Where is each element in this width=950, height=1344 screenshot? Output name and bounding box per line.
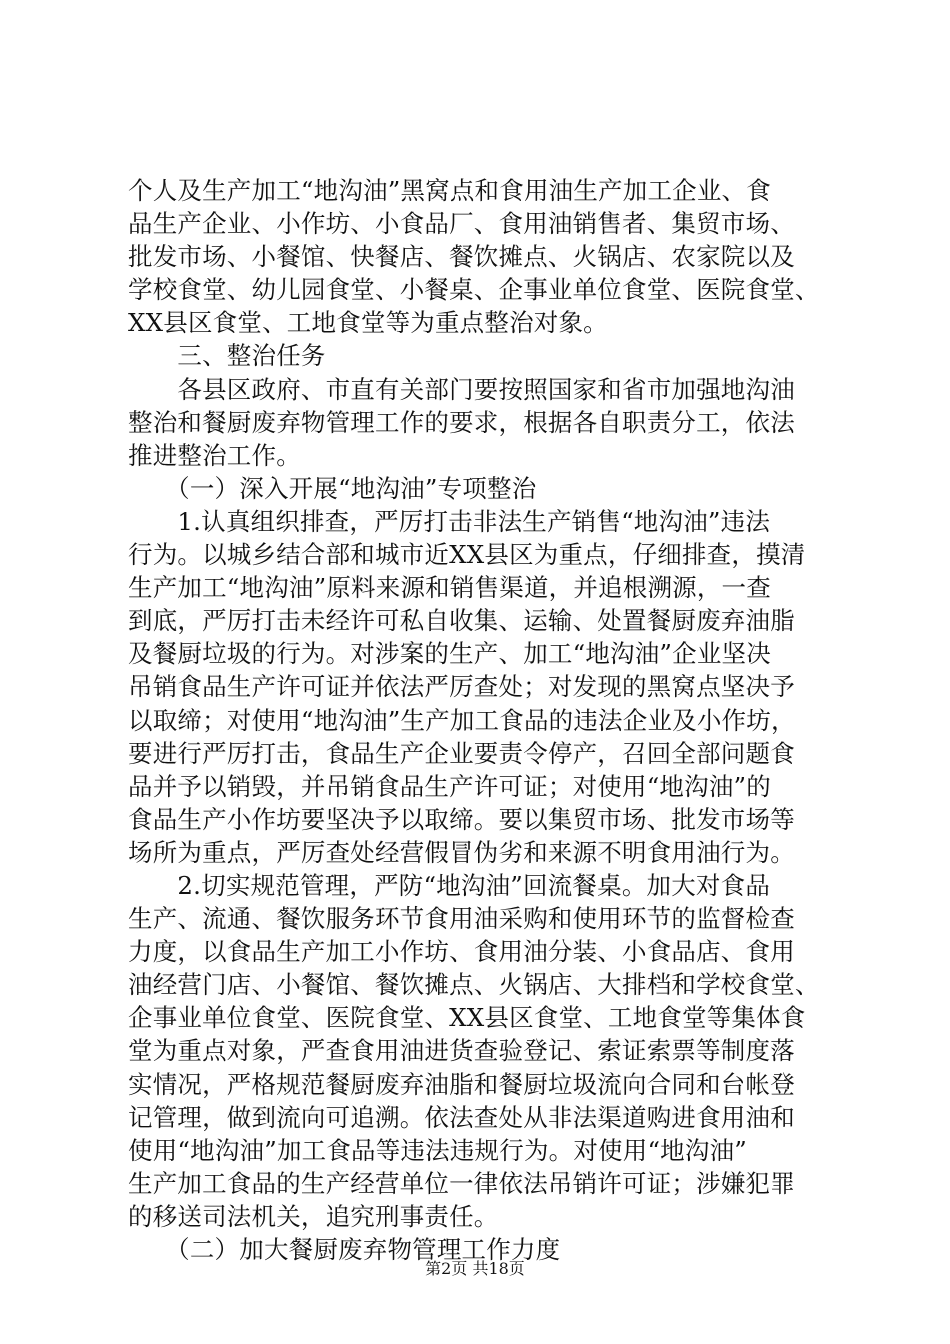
text-line: 力度，以食品生产加工小作坊、食用油分装、小食品店、食用 [128, 937, 795, 967]
subsection-heading: （二）加大餐厨废弃物管理工作力度 [128, 1235, 561, 1264]
text-line: 品并予以销毁，并吊销食品生产许可证；对使用“地沟油”的 [128, 771, 771, 801]
text-line: 的移送司法机关，追究刑事责任。 [128, 1201, 499, 1231]
text-line: 生产加工“地沟油”原料来源和销售渠道，并追根溯源，一查 [128, 573, 771, 603]
text-line: 学校食堂、幼儿园食堂、小餐桌、企事业单位食堂、医院食堂、 [128, 275, 820, 305]
text-line: 场所为重点，严厉查处经营假冒伪劣和来源不明食用油行为。 [128, 837, 795, 867]
text-line: 记管理，做到流向可追溯。依法查处从非法渠道购进食用油和 [128, 1102, 795, 1132]
text-line: 生产加工食品的生产经营单位一律依法吊销许可证；涉嫌犯罪 [128, 1168, 795, 1198]
text-line: 1.认真组织排查，严厉打击非法生产销售“地沟油”违法 [128, 506, 771, 536]
page-footer [0, 1259, 950, 1279]
page-number-label: 第2页 共18页 [425, 1259, 525, 1278]
text-line: 使用“地沟油”加工食品等违法违规行为。对使用“地沟油” [128, 1135, 747, 1165]
text-line: 推进整治工作。 [128, 440, 301, 470]
section-heading: 三、整治任务 [128, 341, 326, 371]
text-line: 批发市场、小餐馆、快餐店、餐饮摊点、火锅店、农家院以及 [128, 242, 795, 272]
text-line: 吊销食品生产许可证并依法严厉查处；对发现的黑窝点坚决予 [128, 672, 795, 702]
text-line: 堂为重点对象，严查食用油进货查验登记、索证索票等制度落 [128, 1036, 795, 1066]
text-line: 生产、流通、餐饮服务环节食用油采购和使用环节的监督检查 [128, 904, 795, 934]
text-line: 品生产企业、小作坊、小食品厂、食用油销售者、集贸市场、 [128, 209, 795, 239]
text-line: 行为。以城乡结合部和城市近XX县区为重点，仔细排查，摸清 [128, 540, 806, 570]
text-line: 以取缔；对使用“地沟油”生产加工食品的违法企业及小作坊， [128, 705, 796, 735]
text-line: XX县区食堂、工地食堂等为重点整治对象。 [128, 308, 608, 338]
text-line: 及餐厨垃圾的行为。对涉案的生产、加工“地沟油”企业坚决 [128, 639, 771, 669]
text-line: 个人及生产加工“地沟油”黑窝点和食用油生产加工企业、食 [128, 176, 771, 205]
text-line: 到底，严厉打击未经许可私自收集、运输、处置餐厨废弃油脂 [128, 606, 795, 636]
text-line: 2.切实规范管理，严防“地沟油”回流餐桌。加大对食品 [128, 870, 771, 900]
document-body [128, 174, 840, 1266]
text-line: 实情况，严格规范餐厨废弃油脂和餐厨垃圾流向合同和台帐登 [128, 1069, 795, 1099]
text-line: 各县区政府、市直有关部门要按照国家和省市加强地沟油 [128, 374, 795, 404]
text-line: 要进行严厉打击，食品生产企业要责令停产，召回全部问题食 [128, 738, 795, 768]
text-line: 整治和餐厨废弃物管理工作的要求，根据各自职责分工，依法 [128, 407, 795, 437]
subsection-heading: （一）深入开展“地沟油”专项整治 [128, 473, 537, 503]
text-line: 企事业单位食堂、医院食堂、XX县区食堂、工地食堂等集体食 [128, 1003, 806, 1033]
text-line: 食品生产小作坊要坚决予以取缔。要以集贸市场、批发市场等 [128, 804, 795, 834]
text-line: 油经营门店、小餐馆、餐饮摊点、火锅店、大排档和学校食堂、 [128, 970, 820, 1000]
